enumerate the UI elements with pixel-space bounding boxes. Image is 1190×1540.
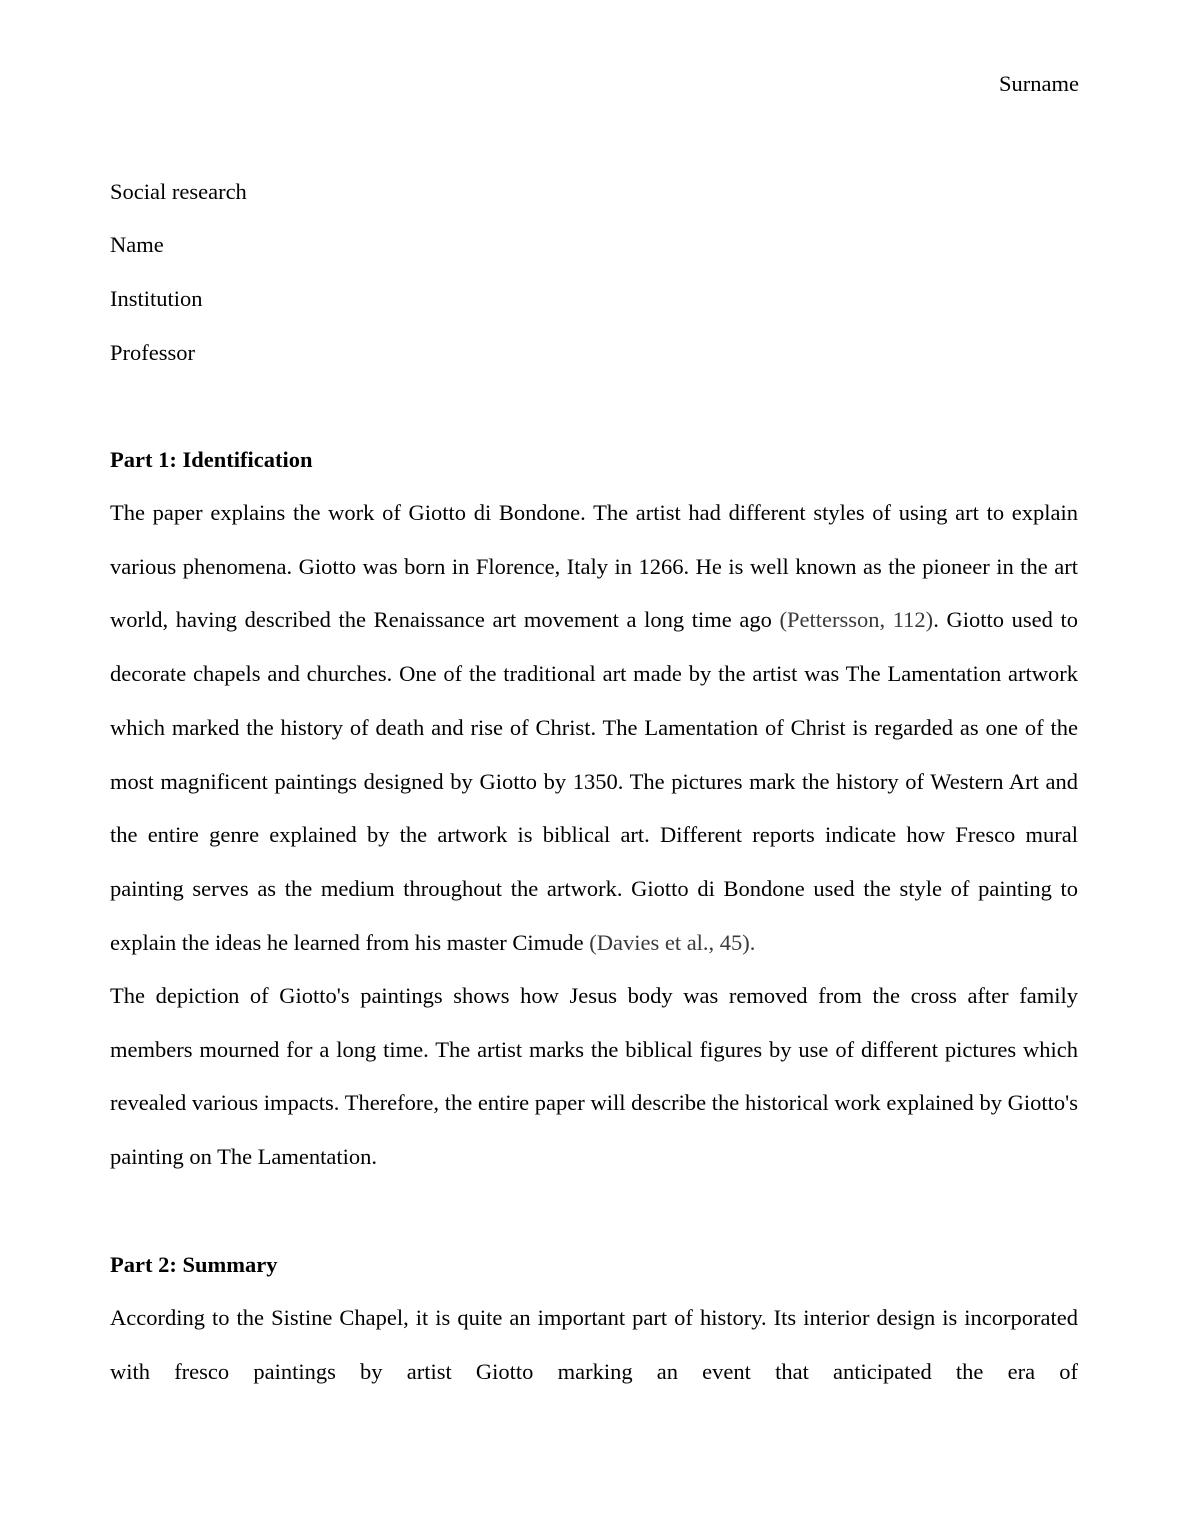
course-title: Social research (110, 179, 247, 204)
running-header-surname: Surname (999, 71, 1079, 96)
part1-heading: Part 1: Identification (110, 447, 313, 472)
part1-paragraph-1-text-b: . Giotto used to decorate chapels and churches. One of the traditional art made by the artist was The Lamentation artwork which marked the history of death and rise of Christ. The Lamentation of Christ is regarded as one of the most magnificent paintings designed by Giotto by 1350. The pictures mark the history of Western Art and the entire genre explained by the artwork is biblical art. Different reports indicate how Fresco mural painting serves as the medium throughout the artwork. Giotto di Bondone used the style of painting to explain the ideas he learned from his master Cimude (110, 607, 1078, 955)
part1-paragraph-1 (110, 486, 1078, 969)
professor: Professor (110, 340, 195, 365)
institution: Institution (110, 286, 203, 311)
student-name: Name (110, 232, 164, 257)
part1-paragraph-1-text-a: The paper explains the work of Giotto di Bondone. The artist had different styles of using art to explain various phenomena. Giotto was born in Florence, Italy in 1266. He is well known as the pioneer in the art world, having described the Renaissance art movement a long time ago (110, 500, 1078, 633)
part1-paragraph-2: The depiction of Giotto's paintings shows how Jesus body was removed from the cross after family members mourned for a long time. The artist marks the biblical figures by use of different pictures which revealed various impacts. Therefore, the entire paper will describe the historical work explained by Giotto's painting on The Lamentation. (110, 983, 1078, 1170)
citation-pettersson: (Pettersson, 112) (779, 607, 934, 633)
part2-paragraph-1: According to the Sistine Chapel, it is quite an important part of history. Its interior design is incorporated with fresco paintings by artist Giotto marking an event that anticipated the era of (110, 1305, 1078, 1384)
citation-davies: (Davies et al., 45). (589, 929, 756, 955)
part2-heading: Part 2: Summary (110, 1252, 278, 1277)
